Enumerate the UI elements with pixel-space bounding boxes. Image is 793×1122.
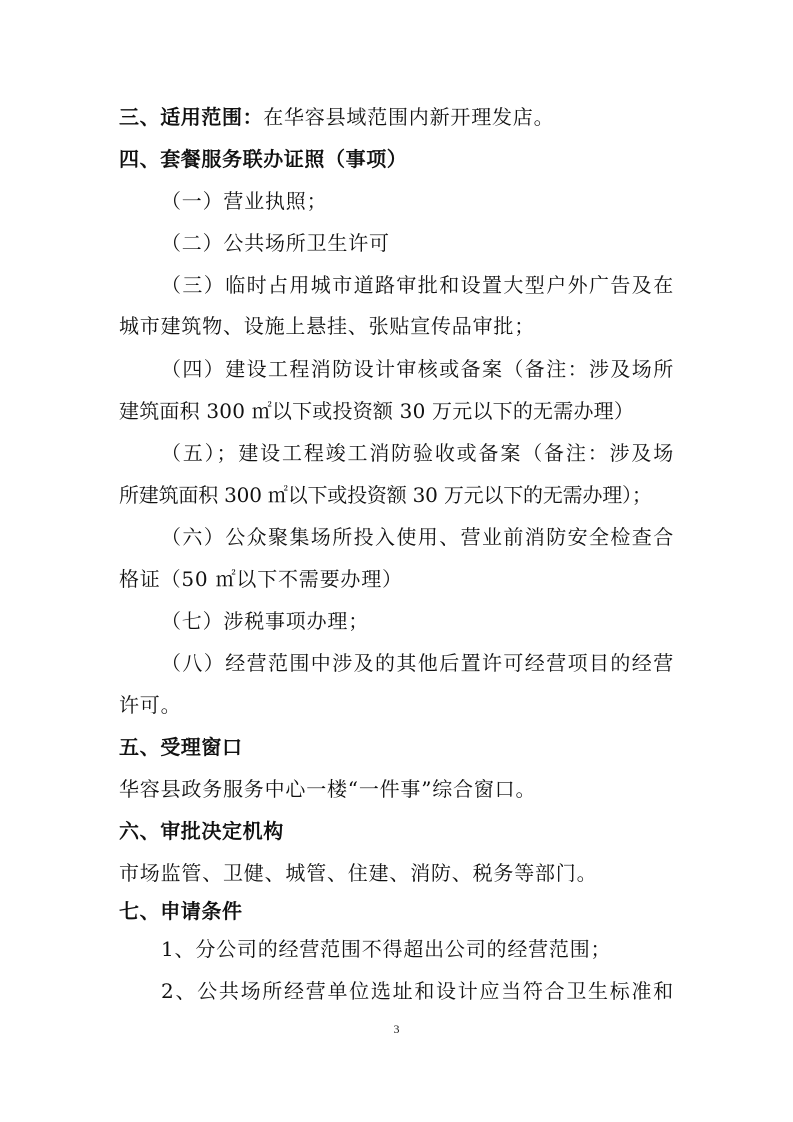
section-3-text: 在华容县域范围内新开理发店。 <box>263 105 555 129</box>
section-4-item-4-line-2: 建筑面积 300 ㎡以下或投资额 30 万元以下的无需办理） <box>119 399 635 423</box>
section-4-item-6-line-1: （六）公众聚集场所投入使用、营业前消防安全检查合 <box>161 525 674 549</box>
section-6-heading: 六、审批决定机构 <box>119 819 284 843</box>
page-number: 3 <box>393 1022 400 1036</box>
section-3-title: 三、适用范围： <box>119 105 264 129</box>
section-7-heading: 七、申请条件 <box>119 899 243 923</box>
section-4-item-8-line-2: 许可。 <box>119 693 182 717</box>
section-4-item-3-line-1: （三）临时占用城市道路审批和设置大型户外广告及在 <box>161 273 674 297</box>
section-4-item-1: （一）营业执照； <box>161 189 328 213</box>
section-3-heading <box>119 103 679 131</box>
section-4-item-8-line-1: （八）经营范围中涉及的其他后置许可经营项目的经营 <box>161 651 674 675</box>
section-5-text: 华容县政务服务中心一楼“一件事”综合窗口。 <box>119 777 537 801</box>
section-4-item-2: （二）公共场所卫生许可 <box>161 231 390 255</box>
section-4-item-3-line-2: 城市建筑物、设施上悬挂、张贴宣传品审批； <box>119 314 535 338</box>
section-7-item-1: 1、分公司的经营范围不得超出公司的经营范围； <box>161 937 612 961</box>
section-4-item-5-line-1: （五）；建设工程竣工消防验收或备案（备注：涉及场 <box>161 441 674 465</box>
section-6-text: 市场监管、卫健、城管、住建、消防、税务等部门。 <box>119 861 598 885</box>
section-4-item-6-line-2: 格证（50 ㎡以下不需要办理） <box>119 567 403 591</box>
section-4-heading: 四、套餐服务联办证照（事项） <box>119 147 408 171</box>
section-4-item-4-line-1: （四）建设工程消防设计审核或备案（备注：涉及场所 <box>161 357 674 381</box>
section-4-item-5-line-2: 所建筑面积 300 ㎡以下或投资额 30 万元以下的无需办理）； <box>119 483 652 507</box>
section-5-heading: 五、受理窗口 <box>119 735 243 759</box>
section-4-item-7: （七）涉税事项办理； <box>161 609 369 633</box>
section-7-item-2: 2、公共场所经营单位选址和设计应当符合卫生标准和 <box>161 979 674 1003</box>
